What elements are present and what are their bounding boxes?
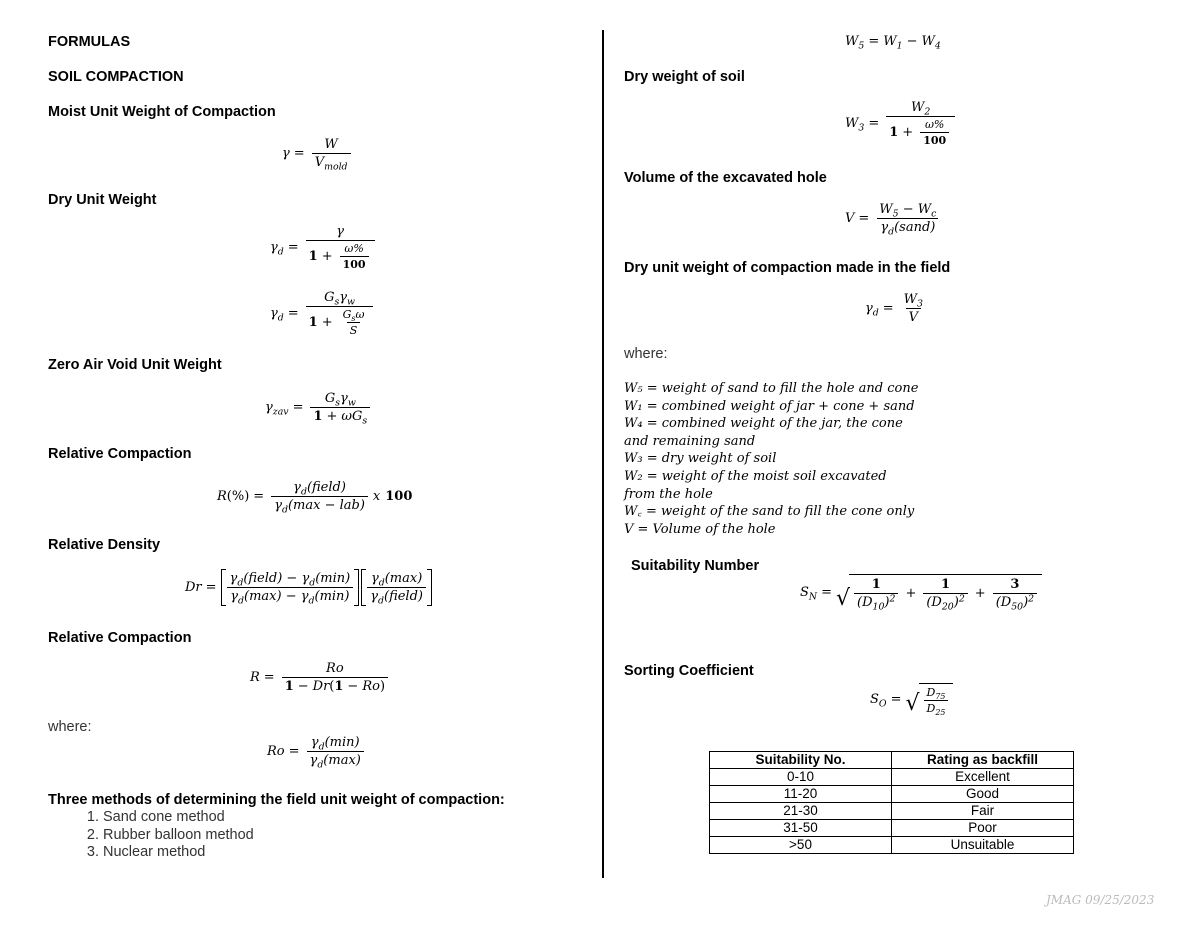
formula-sorting-coefficient: $S_O$ = √ $\frac{D_{75}}{D_{25}}$ (870, 683, 953, 715)
table-header-cell: Suitability No. (710, 752, 892, 769)
legend-line: and remaining sand (624, 433, 756, 449)
method-item: 1. Sand cone method (103, 809, 254, 827)
table-cell: 21-30 (710, 803, 892, 820)
formula-volume: V = $\frac{W_5 - W_c}{\gamma_d(sand)}$ (845, 202, 937, 238)
table-cell: 11-20 (710, 786, 892, 803)
legend-line: W₁ = combined weight of jar + cone + sand (624, 398, 915, 414)
where-label-left: where: (48, 719, 92, 735)
column-divider (602, 30, 604, 878)
table-header-row (710, 752, 1074, 769)
formula-relative-compaction: R(%) = $\frac{\gamma_d(field)}{\gamma_d(\max - lab)}$ x 100 (217, 480, 413, 516)
heading-dry-weight-of-soil: Dry weight of soil (624, 69, 745, 85)
heading-three-methods: Three methods of determining the field unit weight of compaction: (48, 792, 505, 808)
legend-line: W₅ = weight of sand to fill the hole and cone (624, 381, 919, 396)
suitability-table (709, 751, 1074, 854)
table-row (710, 786, 1074, 803)
document-title: FORMULAS (48, 34, 131, 50)
method-item: 3. Nuclear method (103, 844, 254, 862)
formula-ro: Ro = $\frac{\gamma_d(\min)}{\gamma_d(\max)}$ (267, 735, 367, 768)
formula-dry-unit-weight-1: $\gamma_d$ = γ 1 + $\frac{\omega\%}{100}$ (270, 224, 378, 271)
heading-zero-air-void: Zero Air Void Unit Weight (48, 357, 222, 373)
table-cell: >50 (710, 837, 892, 854)
heading-suitability-number: Suitability Number (631, 558, 760, 574)
formula-field-dry-unit-weight: $\gamma_d$ = $\frac{W_3}{V}$ (865, 292, 923, 325)
table-row (710, 769, 1074, 786)
table-cell: Poor (892, 820, 1074, 837)
methods-list (48, 809, 254, 862)
variable-legend (624, 380, 918, 538)
table-cell: Unsuitable (892, 837, 1074, 854)
table-header-cell: Rating as backfill (892, 752, 1074, 769)
legend-line: W₂ = weight of the moist soil excavated (624, 468, 887, 484)
legend-line: from the hole (624, 486, 713, 502)
method-item: 2. Rubber balloon method (103, 827, 254, 845)
heading-volume-excavated-hole: Volume of the excavated hole (624, 170, 827, 186)
heading-relative-compaction-2: Relative Compaction (48, 630, 192, 646)
heading-sorting-coefficient: Sorting Coefficient (624, 663, 754, 679)
heading-dry-unit-weight-field: Dry unit weight of compaction made in the field (624, 260, 951, 276)
author-date-stamp: JMAG 09/25/2023 (1046, 893, 1155, 907)
formula-w3: $W_3$ = $W_2$ 1 + $\frac{\omega\%}{100}$ (845, 100, 958, 147)
section-title: SOIL COMPACTION (48, 69, 184, 85)
table-cell: 0-10 (710, 769, 892, 786)
formula-dry-unit-weight-2: $\gamma_d$ = $G_s\gamma_w$ 1 + $\frac{G_s\omega}{S}$ (270, 290, 376, 337)
table-row (710, 803, 1074, 820)
heading-relative-compaction: Relative Compaction (48, 446, 192, 462)
table-cell: Excellent (892, 769, 1074, 786)
legend-line: W꜀ = weight of the sand to fill the cone only (624, 504, 915, 520)
table-cell: 31-50 (710, 820, 892, 837)
heading-relative-density: Relative Density (48, 537, 161, 553)
legend-line: V = Volume of the hole (624, 521, 776, 537)
legend-line: W₃ = dry weight of soil (624, 451, 777, 467)
table-cell: Good (892, 786, 1074, 803)
table-cell: Fair (892, 803, 1074, 820)
table-row (710, 837, 1074, 854)
table-row (710, 820, 1074, 837)
formula-zero-air-void: $\gamma_{zav}$ = $\frac{G_s\gamma_w}{1 + \omega G_s}$ (265, 391, 373, 424)
formula-relative-compaction-density: R = $\frac{Ro}{1 - Dr(1 - Ro)}$ (250, 661, 391, 694)
formula-relative-density: Dr = $\frac{\gamma_d(field) - \gamma_d(\min)}{\gamma_d(\max) - \gamma_d(\min)}$ $\frac{\gamma_d(\max)}{\gamma_d(field)}$ (185, 569, 432, 606)
formula-w5: $W_5$ = $W_1$ − $W_4$ (845, 34, 941, 52)
heading-dry-unit-weight: Dry Unit Weight (48, 192, 157, 208)
formula-suitability-number: $S_N$ = √ $\frac{1}{(D_{10})^2}$ + $\frac{1}{(D_{20})^2}$ + $\frac{3}{(D_{50})^2}$ (800, 574, 1042, 610)
where-label-right: where: (624, 346, 668, 362)
heading-moist-unit-weight: Moist Unit Weight of Compaction (48, 104, 276, 120)
legend-line: W₄ = combined weight of the jar, the cone (624, 416, 903, 432)
formula-moist-unit-weight: γ = $\frac{W}{V_{mold}}$ (282, 137, 354, 170)
